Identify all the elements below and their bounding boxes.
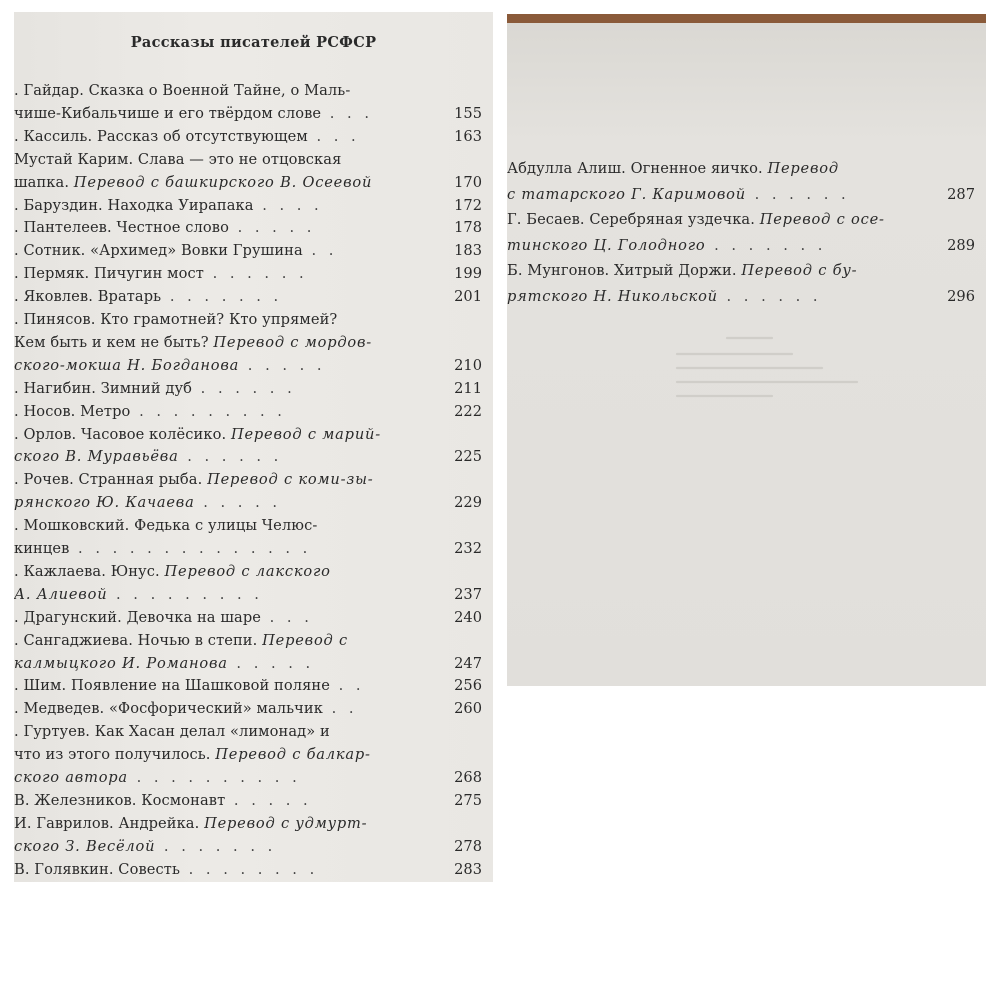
entry-text: . Яковлев. Вратарь bbox=[14, 288, 162, 306]
entry-text: . Пермяк. Пичугин мост bbox=[14, 265, 204, 283]
page-number: 289 bbox=[947, 236, 975, 254]
toc-line bbox=[14, 448, 282, 466]
toc-line bbox=[14, 723, 330, 741]
toc-line bbox=[14, 219, 315, 237]
translation-credit: ского В. Муравьёва bbox=[14, 448, 179, 466]
leader-dots: . . . . . bbox=[227, 654, 315, 672]
translation-credit: рятского Н. Никольской bbox=[507, 288, 718, 305]
page-number: 211 bbox=[454, 379, 482, 397]
toc-line bbox=[14, 380, 296, 398]
translation-credit: Перевод с башкирского В. Осеевой bbox=[73, 173, 373, 191]
page-number: 222 bbox=[454, 402, 482, 420]
translation-credit: ского автора bbox=[14, 769, 128, 786]
page-number: 296 bbox=[947, 288, 975, 305]
page-number: 183 bbox=[454, 242, 482, 260]
left-page bbox=[14, 12, 493, 882]
toc-line bbox=[14, 677, 365, 695]
toc-line bbox=[14, 655, 314, 673]
page-number: 240 bbox=[454, 608, 482, 626]
leader-dots: . . . . . . bbox=[745, 185, 850, 203]
page-number: 170 bbox=[454, 173, 482, 191]
toc-line bbox=[14, 471, 374, 489]
translation-credit: ского-мокша Н. Богданова bbox=[14, 356, 240, 374]
toc-line bbox=[14, 151, 341, 169]
leader-dots: . . . . . . . . . . bbox=[127, 769, 301, 786]
translation-credit: Перевод с удмурт- bbox=[204, 814, 368, 832]
page-number: 287 bbox=[947, 185, 975, 203]
toc-line bbox=[14, 494, 281, 512]
page-number: 172 bbox=[454, 196, 482, 214]
toc-line bbox=[14, 174, 372, 192]
entry-text: Б. Мунгонов. Хитрый Доржи. bbox=[507, 262, 742, 280]
translation-credit: Перевод с мордов- bbox=[213, 333, 373, 351]
toc-line bbox=[14, 426, 381, 444]
page-number: 155 bbox=[454, 104, 482, 122]
page-number: 278 bbox=[454, 837, 482, 855]
faint-bleedthrough-text bbox=[672, 328, 862, 423]
translation-credit: Перевод с лакского bbox=[164, 562, 331, 580]
leader-dots: . . . . . . bbox=[203, 265, 308, 283]
page-number: 178 bbox=[454, 219, 482, 237]
leader-dots: . . . . . bbox=[228, 219, 316, 237]
toc-line bbox=[14, 746, 371, 764]
leader-dots: . . . . . . . . . . . . . . bbox=[69, 540, 312, 557]
translation-credit: Перевод bbox=[767, 160, 839, 177]
page-number: 237 bbox=[454, 585, 482, 603]
toc-line bbox=[14, 540, 311, 558]
entry-text: Мустай Карим. Слава — это не отцовская bbox=[14, 150, 342, 168]
translation-credit: Перевод с марий- bbox=[230, 425, 381, 443]
leader-dots: . . . . . bbox=[194, 494, 281, 512]
toc-line bbox=[14, 334, 372, 352]
entry-text: чише-Кибальчише и его твёрдом слове bbox=[14, 104, 322, 122]
translation-credit: с татарского Г. Каримовой bbox=[507, 185, 746, 203]
toc-line bbox=[14, 769, 301, 787]
toc-line bbox=[14, 563, 331, 581]
toc-line bbox=[14, 357, 326, 375]
translation-credit: Перевод с осе- bbox=[759, 211, 885, 229]
entry-text: Кем быть и кем не быть? bbox=[14, 333, 214, 351]
toc-line bbox=[14, 517, 317, 535]
toc-line bbox=[14, 700, 358, 718]
translation-credit: Перевод с bbox=[262, 631, 348, 649]
toc-line bbox=[507, 237, 826, 255]
leader-dots: . . . . . . . . . bbox=[130, 402, 286, 420]
leader-dots: . . . bbox=[261, 608, 313, 626]
toc-entries bbox=[14, 12, 493, 882]
leader-dots: . . . . . . . bbox=[155, 837, 277, 855]
section-heading: Рассказы писателей РСФСР bbox=[130, 34, 377, 51]
page-number: 232 bbox=[454, 540, 482, 557]
leader-dots: . . . bbox=[307, 127, 360, 145]
page-number: 210 bbox=[454, 356, 482, 374]
toc-line bbox=[14, 242, 337, 260]
entry-text: кинцев bbox=[14, 540, 70, 557]
leader-dots: . . . . . . bbox=[192, 379, 296, 397]
page-number: 225 bbox=[454, 448, 482, 466]
entry-text: . Орлов. Часовое колёсико. bbox=[14, 425, 231, 443]
right-page bbox=[507, 14, 986, 686]
translation-credit: Перевод с бу- bbox=[741, 262, 858, 280]
entry-text: . Сангаджиева. Ночью в степи. bbox=[14, 631, 263, 649]
toc-line bbox=[14, 82, 350, 100]
page-number: 260 bbox=[454, 700, 482, 718]
entry-text: И. Гаврилов. Андрейка. bbox=[14, 814, 205, 832]
page-number: 247 bbox=[454, 654, 482, 672]
leader-dots: . . . . . . . bbox=[705, 236, 827, 254]
leader-dots: . . . . . . . . bbox=[180, 860, 319, 878]
page-number: 229 bbox=[454, 494, 482, 512]
entry-text: шапка. bbox=[14, 173, 74, 191]
entry-text: . Баруздин. Находка Уирапака bbox=[14, 196, 254, 214]
leader-dots: . . . . . . bbox=[178, 448, 283, 466]
entry-text: . Медведев. «Фосфорический» мальчик bbox=[14, 700, 323, 718]
leader-dots: . . . bbox=[321, 104, 373, 122]
leader-dots: . . bbox=[329, 677, 365, 695]
entry-text: Г. Бесаев. Серебряная уздечка. bbox=[507, 211, 760, 229]
toc-line bbox=[14, 861, 318, 879]
page-number: 163 bbox=[454, 127, 482, 145]
entry-text: . Носов. Метро bbox=[14, 402, 131, 420]
entry-text: . Кассиль. Рассказ об отсутствующем bbox=[14, 127, 308, 145]
toc-line bbox=[14, 838, 276, 856]
entry-text: . Пантелеев. Честное слово bbox=[14, 219, 229, 237]
translation-credit: ского З. Весёлой bbox=[14, 837, 156, 855]
page-number: 199 bbox=[454, 265, 482, 283]
entry-text: В. Железников. Космонавт bbox=[14, 791, 226, 809]
entry-text: . Нагибин. Зимний дуб bbox=[14, 379, 193, 397]
toc-line bbox=[14, 288, 282, 306]
leader-dots: . . bbox=[302, 242, 338, 260]
entry-text: . Пинясов. Кто грамотней? Кто упрямей? bbox=[14, 311, 338, 328]
toc-line bbox=[507, 288, 822, 306]
toc-line bbox=[507, 186, 850, 204]
leader-dots: . . bbox=[322, 700, 358, 718]
toc-line bbox=[14, 265, 308, 283]
leader-dots: . . . . . . bbox=[717, 288, 822, 305]
entry-text: . Рочев. Странная рыба. bbox=[14, 471, 208, 489]
leader-dots: . . . . . . . bbox=[161, 288, 283, 306]
entry-text: . Гуртуев. Как Хасан делал «лимонад» и bbox=[14, 723, 330, 741]
toc-line bbox=[14, 632, 348, 650]
translation-credit: калмыцкого И. Романова bbox=[14, 654, 228, 672]
page-number: 283 bbox=[454, 860, 482, 878]
toc-line bbox=[507, 262, 857, 280]
toc-line bbox=[14, 197, 323, 215]
toc-line bbox=[14, 609, 313, 627]
entry-text: . Кажлаева. Юнус. bbox=[14, 562, 165, 580]
entry-text: . Драгунский. Девочка на шаре bbox=[14, 608, 261, 626]
translation-credit: Перевод с балкар- bbox=[215, 746, 371, 764]
leader-dots: . . . . bbox=[253, 196, 323, 214]
entry-text: . Мошковский. Федька с улицы Челюс- bbox=[14, 517, 318, 535]
page-number: 275 bbox=[454, 791, 482, 809]
toc-line bbox=[507, 160, 839, 178]
translation-credit: А. Алиевой bbox=[14, 585, 108, 603]
page-number: 201 bbox=[454, 288, 482, 306]
entry-text: В. Голявкин. Совесть bbox=[14, 860, 180, 878]
entry-text: . Гайдар. Сказка о Военной Тайне, о Маль- bbox=[14, 82, 351, 99]
leader-dots: . . . . . bbox=[239, 356, 326, 374]
entry-text: Абдулла Алиш. Огненное яичко. bbox=[507, 160, 768, 177]
entry-text: . Сотник. «Архимед» Вовки Грушина bbox=[14, 242, 303, 260]
leader-dots: . . . . . bbox=[225, 791, 312, 809]
translation-credit: рянского Ю. Качаева bbox=[14, 494, 195, 512]
toc-line bbox=[507, 211, 885, 229]
page-number: 256 bbox=[454, 677, 482, 695]
toc-line bbox=[14, 792, 312, 810]
toc-line bbox=[14, 105, 373, 123]
translation-credit: тинского Ц. Голодного bbox=[507, 236, 706, 254]
leader-dots: . . . . . . . . . bbox=[107, 585, 263, 603]
entry-text: . Шим. Появление на Шашковой поляне bbox=[14, 677, 330, 695]
translation-credit: Перевод с коми-зы- bbox=[207, 471, 374, 489]
toc-line bbox=[14, 815, 367, 833]
toc-line bbox=[14, 128, 360, 146]
toc-line bbox=[14, 586, 263, 604]
page-number: 268 bbox=[454, 769, 482, 786]
toc-line bbox=[14, 311, 337, 329]
entry-text: что из этого получилось. bbox=[14, 746, 216, 764]
toc-line bbox=[14, 403, 286, 421]
